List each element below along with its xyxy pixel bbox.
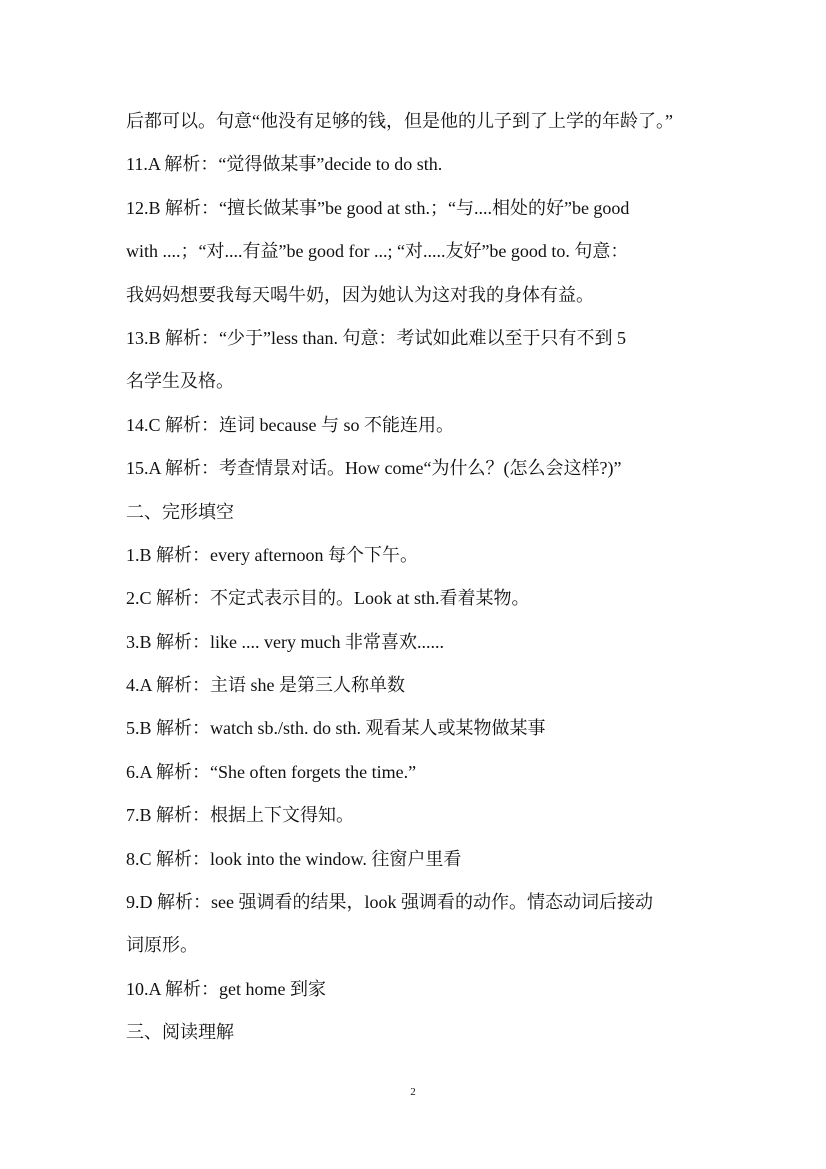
text-line: 词原形。 — [126, 935, 198, 956]
section-heading: 三、阅读理解 — [126, 1022, 234, 1043]
page-number: 2 — [410, 1086, 416, 1098]
text-line: 我妈妈想要我每天喝牛奶，因为她认为这对我的身体有益。 — [126, 284, 594, 305]
text-line: 9.D 解析：see 强调看的结果，look 强调看的动作。情态动词后接动 — [126, 892, 653, 913]
text-line: 14.C 解析：连词 because 与 so 不能连用。 — [126, 414, 454, 435]
text-line: 5.B 解析：watch sb./sth. do sth. 观看某人或某物做某事 — [126, 718, 546, 739]
text-line: 7.B 解析：根据上下文得知。 — [126, 805, 355, 826]
text-line: 13.B 解析：“少于”less than. 句意：考试如此难以至于只有不到 5 — [126, 327, 626, 348]
text-line: 6.A 解析：“She often forgets the time.” — [126, 761, 417, 782]
text-line: 1.B 解析：every afternoon 每个下午。 — [126, 544, 418, 565]
section-heading: 二、完形填空 — [126, 501, 234, 522]
text-line: 3.B 解析：like .... very much 非常喜欢...... — [126, 631, 444, 652]
text-line: 2.C 解析：不定式表示目的。Look at sth.看着某物。 — [126, 588, 530, 609]
text-line: 后都可以。句意“他没有足够的钱，但是他的儿子到了上学的年龄了。” — [126, 111, 673, 131]
text-line: 11.A 解析：“觉得做某事”decide to do sth. — [126, 154, 443, 175]
text-line: with ....；“对....有益”be good for ...; “对.....友好”be good to. 句意： — [126, 241, 629, 262]
text-line: 15.A 解析：考查情景对话。How come“为什么？(怎么会这样?)” — [126, 458, 622, 479]
text-line: 8.C 解析：look into the window. 往窗户里看 — [126, 848, 462, 869]
text-line: 10.A 解析：get home 到家 — [126, 978, 326, 999]
text-line: 4.A 解析：主语 she 是第三人称单数 — [126, 675, 405, 696]
text-line: 名学生及格。 — [126, 371, 234, 392]
answer-explanations — [126, 100, 702, 1055]
text-line: 12.B 解析：“擅长做某事”be good at sth.；“与....相处的好”be good — [126, 197, 630, 218]
